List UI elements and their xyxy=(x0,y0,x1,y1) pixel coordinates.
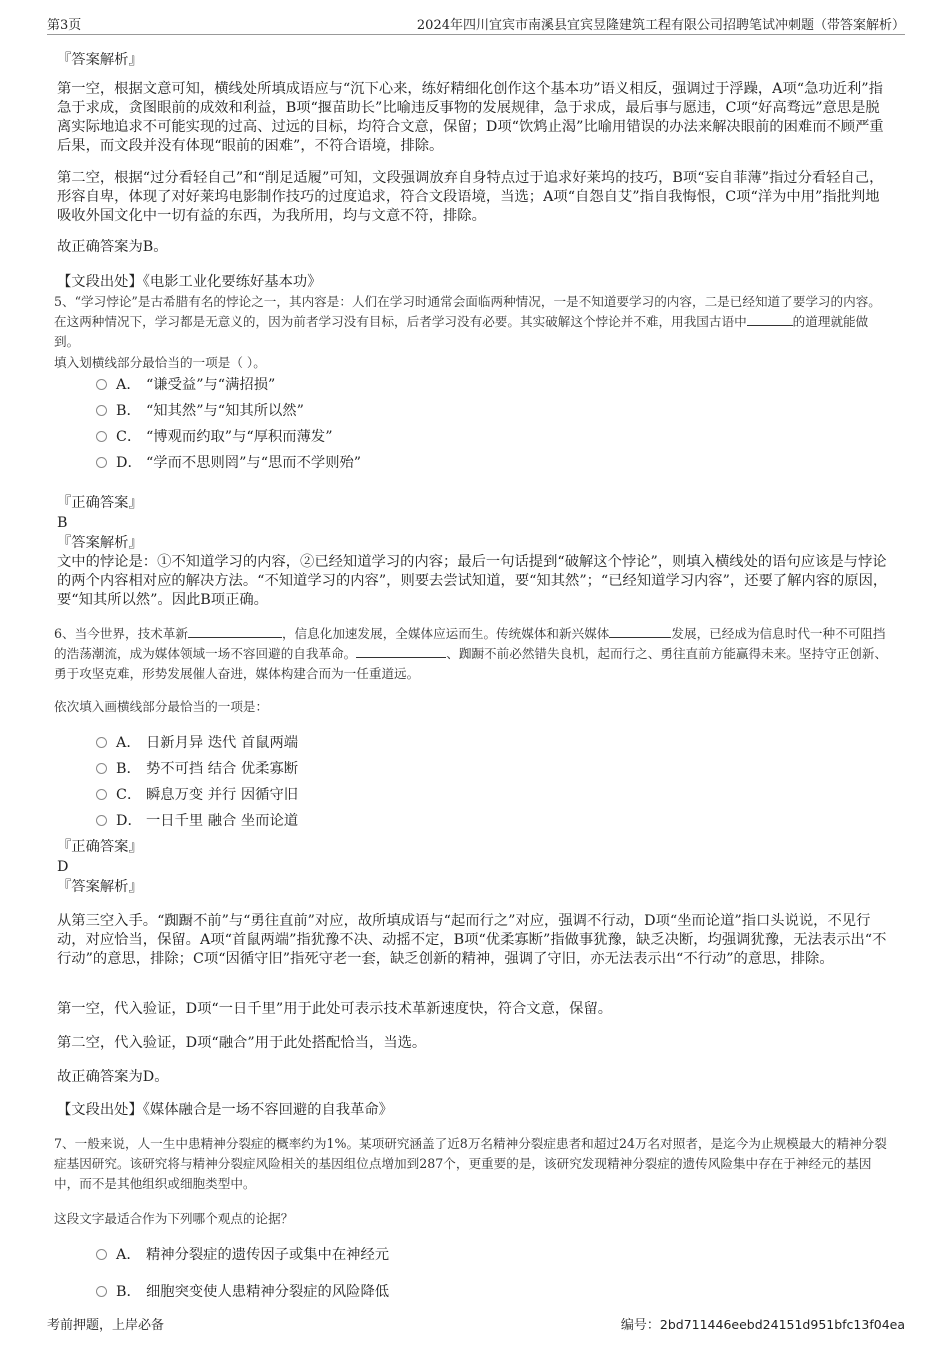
q6-stem: 6、当今世界，技术革新 ，信息化加速发展，全媒体应运而生。传统媒体和新兴媒体 发展，已经成为信息时代一种不可阻挡的浩荡潮流，成为媒体领域一场不容回避的自我革命。 、踟蹰不前必然错失良机，起而行之、勇往直前方能赢得未来。坚持守正创新、勇于攻坚克难，形势发展催人奋进，媒体构建合而为一任重道远。 xyxy=(54,626,888,681)
q4-source: 【文段出处】《电影工业化要练好基本功》 xyxy=(57,274,322,290)
q6-option-c[interactable]: C． 瞬息万变 并行 因循守旧 xyxy=(96,785,298,805)
radio-button[interactable] xyxy=(96,431,107,442)
radio-button[interactable] xyxy=(96,1286,107,1297)
page-number: 第3页 xyxy=(47,18,82,33)
q6-option-a[interactable]: A． 日新月异 迭代 首鼠两端 xyxy=(96,733,298,753)
radio-button[interactable] xyxy=(96,1249,107,1260)
q6-source: 【文段出处】《媒体融合是一场不容回避的自我革命》 xyxy=(57,1102,393,1118)
radio-button[interactable] xyxy=(96,763,107,774)
q5-option-a[interactable]: A． “谦受益”与“满招损” xyxy=(96,375,275,395)
document-code: 编号：2bd711446eebd24151d951bfc13f04ea xyxy=(620,1317,905,1333)
footer-slogan: 考前押题，上岸必备 xyxy=(47,1318,165,1333)
radio-button[interactable] xyxy=(96,737,107,748)
q5-blank xyxy=(747,312,793,326)
q5-stem-part2: 的道理就能做到。 xyxy=(54,314,869,349)
radio-button[interactable] xyxy=(96,815,107,826)
q6-analysis-label: 『答案解析』 xyxy=(57,879,143,895)
q6-option-b[interactable]: B． 势不可挡 结合 优柔寡断 xyxy=(96,759,298,779)
q6-answer: D xyxy=(57,859,69,875)
q6-analysis-para3: 第二空，代入验证，D项“融合”用于此处搭配恰当，当选。 xyxy=(57,1035,427,1051)
q5-stem xyxy=(54,292,892,352)
q6-conclusion: 故正确答案为D。 xyxy=(57,1069,169,1085)
q5-answer: B xyxy=(57,515,68,531)
q5-analysis-label: 『答案解析』 xyxy=(57,535,143,551)
q4-analysis-para2: 第二空，根据“过分看轻自己”和“削足适履”可知，文段强调放弃自身特点过于追求好莱坞的技巧，B项“妄自菲薄”指过分看轻自己，形容自卑，体现了对好莱坞电影制作技巧的过度追求，符合文段语境，当选；A项“自怨自艾”指自我悔恨，C项“洋为中用”指批判地吸收外国文化中一切有益的东西，为我所用，均与文意不符，排除。 xyxy=(57,170,884,224)
document-title: 2024年四川宜宾市南溪县宜宾昱隆建筑工程有限公司招聘笔试冲刺题（带答案解析） xyxy=(416,18,905,33)
q6-blank-2 xyxy=(609,624,671,638)
q6-option-d[interactable]: D． 一日千里 融合 坐而论道 xyxy=(96,811,298,831)
q5-option-d[interactable]: D． “学而不思则罔”与“思而不学则殆” xyxy=(96,453,361,473)
q6-analysis-para2: 第一空，代入验证，D项“一日千里”用于此处可表示技术革新速度快，符合文意，保留。 xyxy=(57,1001,613,1017)
q6-prompt: 依次填入画横线部分最恰当的一项是： xyxy=(54,699,269,714)
q5-answer-label: 『正确答案』 xyxy=(57,495,143,511)
q6-blank-3 xyxy=(356,644,446,658)
q4-conclusion: 故正确答案为B。 xyxy=(57,239,168,255)
q7-prompt: 这段文字最适合作为下列哪个观点的论据？ xyxy=(54,1211,294,1226)
radio-button[interactable] xyxy=(96,457,107,468)
q5-analysis: 文中的悖论是：①不知道学习的内容，②已经知道学习的内容；最后一句话提到“破解这个悖论”，则填入横线处的语句应该是与悖论的两个内容相对应的解决方法。“不知道学习的内容”，则要去尝试知道，要“知其然”；“已经知道学习内容”，还要了解内容的原因，要“知其所以然”。因此B项正确。 xyxy=(57,554,888,608)
q4-analysis-para1: 第一空，根据文意可知，横线处所填成语应与“沉下心来，练好精细化创作这个基本功”语义相反，强调过于浮躁，A项“急功近利”指急于求成，贪图眼前的成效和利益，B项“揠苗助长”比喻违反事物的发展规律，急于求成，最后事与愿违，C项“好高骛远”意思是脱离实际地追求不可能实现的过高、过远的目标，均符合文意，保留；D项“饮鸩止渴”比喻用错误的办法来解决眼前的困难而不顾严重后果，而文段并没有体现“眼前的困难”，不符合语境，排除。 xyxy=(57,81,884,154)
q7-option-a[interactable]: A． 精神分裂症的遗传因子或集中在神经元 xyxy=(96,1245,389,1265)
radio-button[interactable] xyxy=(96,379,107,390)
page-header xyxy=(47,14,905,35)
q5-option-b[interactable]: B． “知其然”与“知其所以然” xyxy=(96,401,304,421)
q5-option-c[interactable]: C． “博观而约取”与“厚积而薄发” xyxy=(96,427,333,447)
q6-answer-label: 『正确答案』 xyxy=(57,839,143,855)
q6-blank-1 xyxy=(188,624,282,638)
q5-prompt: 填入划横线部分最恰当的一项是（ ）。 xyxy=(54,355,266,370)
radio-button[interactable] xyxy=(96,405,107,416)
q5-stem-part1: 5、“学习悖论”是古希腊有名的悖论之一，其内容是：人们在学习时通常会面临两种情况，一是不知道要学习的内容，二是已经知道了要学习的内容。在这两种情况下，学习都是无意义的，因为前者学习没有目标，后者学习没有必要。其实破解这个悖论并不难，用我国古语中 xyxy=(54,294,881,329)
q6-analysis-para1: 从第三空入手。“踟蹰不前”与“勇往直前”对应，故所填成语与“起而行之”对应，强调不行动，D项“坐而论道”指口头说说，不见行动，对应恰当，保留。A项“首鼠两端”指犹豫不决、动摇不定，B项“优柔寡断”指做事犹豫，缺乏决断，均强调犹豫，无法表示出“不行动”的意思，排除；C项“因循守旧”指死守老一套，缺乏创新的精神，强调了守旧，亦无法表示出“不行动”的意思，排除。 xyxy=(57,913,887,967)
radio-button[interactable] xyxy=(96,789,107,800)
q7-option-b[interactable]: B． 细胞突变使人患精神分裂症的风险降低 xyxy=(96,1282,389,1302)
q4-analysis-label: 『答案解析』 xyxy=(57,52,143,68)
q7-stem: 7、一般来说，人一生中患精神分裂症的概率约为1%。某项研究涵盖了近8万名精神分裂症患者和超过24万名对照者，是迄今为止规模最大的精神分裂症基因研究。该研究将与精神分裂症风险相关的基因组位点增加到287个，更重要的是，该研究发现精神分裂症的遗传风险集中存在于神经元的基因中，而不是其他组织或细胞类型中。 xyxy=(54,1136,887,1191)
